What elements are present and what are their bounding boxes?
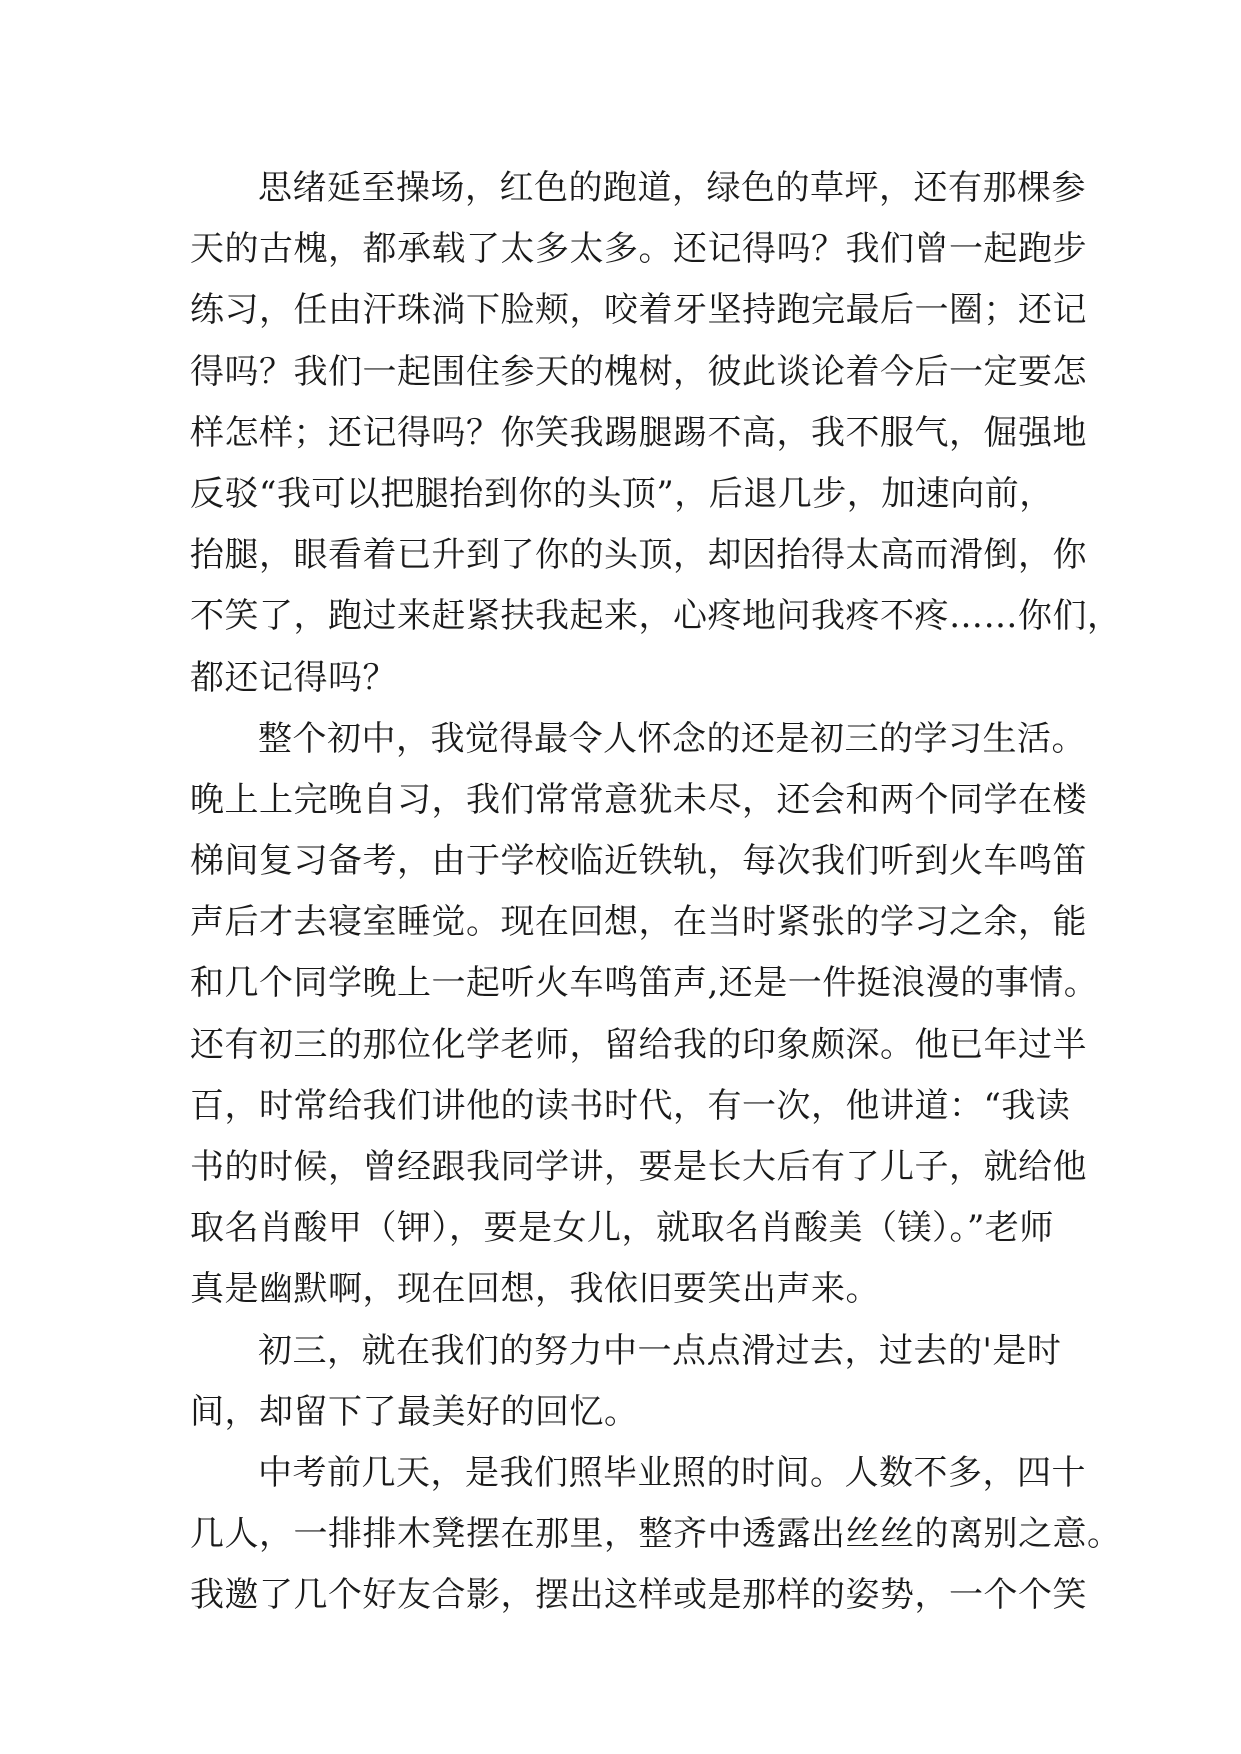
text-line: 天的古槐，都承载了太多太多。还记得吗？我们曾一起跑步 xyxy=(190,229,1087,270)
text-line: 几人，一排排木凳摆在那里，整齐中透露出丝丝的离别之意。 xyxy=(190,1514,1122,1555)
text-line: 中考前几天，是我们照毕业照的时间。人数不多，四十 xyxy=(258,1452,1086,1493)
text-line: 还有初三的那位化学老师，留给我的印象颇深。他已年过半 xyxy=(190,1024,1087,1065)
text-line: 思绪延至操场，红色的跑道，绿色的草坪，还有那棵参 xyxy=(258,168,1086,208)
text-line: 书的时候，曾经跟我同学讲，要是长大后有了儿子，就给他 xyxy=(190,1147,1087,1187)
text-line: 不笑了，跑过来赶紧扶我起来，心疼地问我疼不疼……你们， xyxy=(190,596,1122,637)
text-line: 练习，任由汗珠淌下脸颊，咬着牙坚持跑完最后一圈；还记 xyxy=(190,290,1087,331)
text-line: 和几个同学晚上一起听火车鸣笛声,还是一件挺浪漫的事情。 xyxy=(190,963,1099,1004)
text-line: 样怎样；还记得吗？你笑我踢腿踢不高，我不服气，倔强地 xyxy=(190,412,1087,453)
paragraph-2 xyxy=(190,709,1099,1321)
paragraph-1 xyxy=(190,158,1122,709)
text-line: 我邀了几个好友合影，摆出这样或是那样的姿势，一个个笑 xyxy=(190,1575,1087,1616)
text-line: 梯间复习备考，由于学校临近铁轨，每次我们听到火车鸣笛 xyxy=(190,841,1087,882)
text-line: 间，却留下了最美好的回忆。 xyxy=(190,1391,639,1432)
text-line: 反驳“我可以把腿抬到你的头顶”，后退几步，加速向前， xyxy=(190,473,1054,514)
paragraph-4 xyxy=(190,1443,1122,1627)
text-line: 都还记得吗？ xyxy=(190,657,397,698)
text-line: 得吗？我们一起围住参天的槐树，彼此谈论着今后一定要怎 xyxy=(190,351,1087,392)
text-line: 取名肖酸甲（钾），要是女儿，就取名肖酸美（镁）。”老师 xyxy=(190,1208,1054,1249)
text-line: 整个初中，我觉得最令人怀念的还是初三的学习生活。 xyxy=(258,718,1086,759)
text-line: 抬腿，眼看着已升到了你的头顶，却因抬得太高而滑倒，你 xyxy=(190,535,1087,576)
text-line: 初三，就在我们的努力中一点点滑过去，过去的'是时 xyxy=(258,1330,1062,1371)
paragraph-3 xyxy=(190,1321,1062,1443)
document-body xyxy=(190,158,1122,1627)
text-line: 晚上上完晚自习，我们常常意犹未尽，还会和两个同学在楼 xyxy=(190,779,1087,820)
text-line: 百，时常给我们讲他的读书时代，有一次，他讲道：“我读 xyxy=(190,1085,1071,1126)
text-line: 声后才去寝室睡觉。现在回想，在当时紧张的学习之余，能 xyxy=(190,902,1087,943)
text-line: 真是幽默啊，现在回想，我依旧要笑出声来。 xyxy=(190,1269,880,1310)
